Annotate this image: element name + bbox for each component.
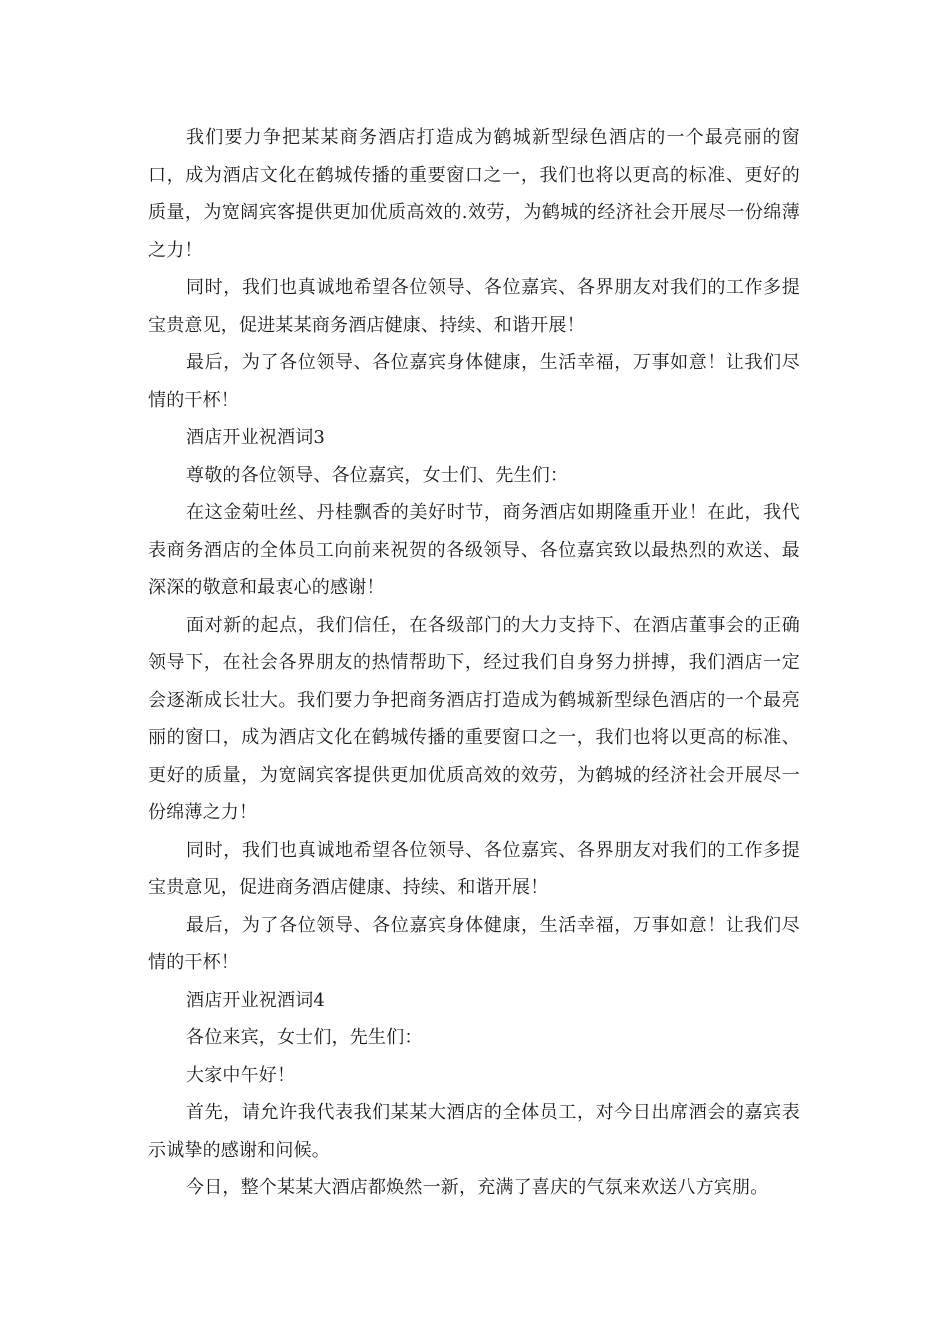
- document-body: [148, 119, 800, 1207]
- paragraph: 首先，请允许我代表我们某某大酒店的全体员工，对今日出席酒会的嘉宾表示诚挚的感谢和问候。: [148, 1102, 800, 1161]
- paragraph: 大家中午好！: [186, 1064, 296, 1086]
- paragraph: 在这金菊吐丝、丹桂飘香的美好时节，商务酒店如期隆重开业！在此，我代表商务酒店的全体员工向前来祝贺的各级领导、各位嘉宾致以最热烈的欢送、最深深的敬意和最衷心的感谢！: [148, 502, 800, 598]
- section-heading: 酒店开业祝酒词3: [186, 427, 326, 448]
- paragraph: 今日，整个某某大酒店都焕然一新，充满了喜庆的气氛来欢送八方宾朋。: [186, 1177, 769, 1198]
- section-heading: 酒店开业祝酒词4: [186, 989, 326, 1011]
- paragraph: 尊敬的各位领导、各位嘉宾，女士们、先生们：: [186, 464, 569, 486]
- paragraph: 面对新的起点，我们信任，在各级部门的大力支持下、在酒店董事会的正确领导下，在社会各界朋友的热情帮助下，经过我们自身努力拼搏，我们酒店一定会逐渐成长壮大。我们要力争把商务酒店打造成为鹤城新型绿色酒店的一个最亮丽的窗口，成为酒店文化在鹤城传播的重要窗口之一，我们也将以更高的标准、更好的质量，为宽阔宾客提供更加优质高效的效劳，为鹤城的经济社会开展尽一份绵薄之力！: [148, 614, 800, 823]
- paragraph: 同时，我们也真诚地希望各位领导、各位嘉宾、各界朋友对我们的工作多提宝贵意见，促进商务酒店健康、持续、和谐开展！: [148, 839, 800, 898]
- paragraph: 同时，我们也真诚地希望各位领导、各位嘉宾、各界朋友对我们的工作多提宝贵意见，促进某某商务酒店健康、持续、和谐开展！: [148, 277, 800, 336]
- paragraph: 我们要力争把某某商务酒店打造成为鹤城新型绿色酒店的一个最亮丽的窗口，成为酒店文化在鹤城传播的重要窗口之一，我们也将以更高的标准、更好的质量，为宽阔宾客提供更加优质高效的.效劳，为鹤城的经济社会开展尽一份绵薄之力！: [148, 127, 800, 261]
- paragraph: 各位来宾，女士们，先生们：: [186, 1027, 423, 1048]
- paragraph: 最后，为了各位领导、各位嘉宾身体健康，生活幸福，万事如意！让我们尽情的干杯！: [148, 352, 800, 411]
- paragraph: 最后，为了各位领导、各位嘉宾身体健康，生活幸福，万事如意！让我们尽情的干杯！: [148, 914, 800, 973]
